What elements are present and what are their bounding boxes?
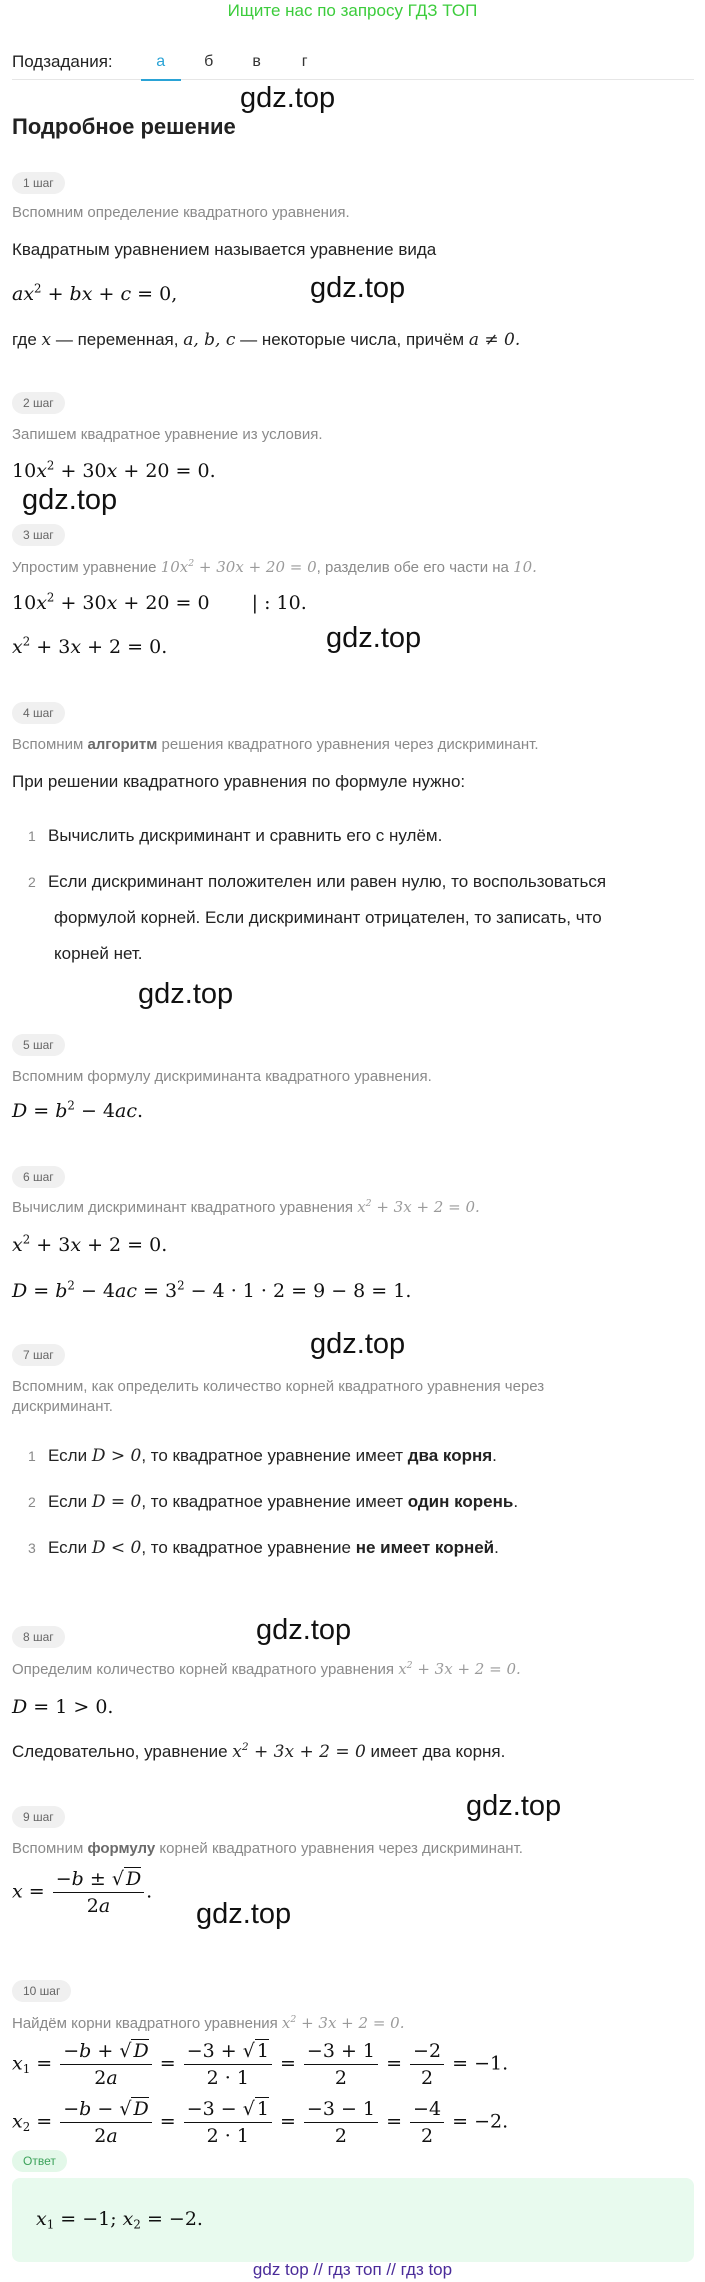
step-hint: Определим количество корней квадратного уравнения $x^2 + 3x + 2 = 0$. bbox=[12, 1659, 521, 1678]
step-hint: Вычислим дискриминант квадратного уравнения $x^2 + 3x + 2 = 0$. bbox=[12, 1197, 480, 1216]
step-hint: дискриминант. bbox=[12, 1398, 113, 1415]
watermark: gdz.top bbox=[196, 1898, 292, 1930]
step-hint: Упростим уравнение $10x^2 + 30x + 20 = 0$, разделив обе его части на 10. bbox=[12, 557, 537, 576]
watermark: gdz.top bbox=[466, 1790, 562, 1822]
step-hint: Вспомним, как определить количество корней квадратного уравнения через bbox=[12, 1378, 545, 1395]
step-badge: 2 шаг bbox=[12, 392, 65, 414]
step-badge: 6 шаг bbox=[12, 1166, 65, 1188]
tab-g[interactable]: г bbox=[301, 52, 308, 70]
answer-formula: $x_1 = -1$; $x_2 = -2$. bbox=[36, 2208, 203, 2232]
answer-badge: Ответ bbox=[12, 2150, 67, 2172]
tab-a[interactable]: а bbox=[137, 44, 185, 80]
watermark: gdz.top bbox=[310, 272, 406, 304]
step-badge: 9 шаг bbox=[12, 1806, 65, 1828]
watermark: gdz.top bbox=[240, 82, 336, 114]
step-badge: 4 шаг bbox=[12, 702, 65, 724]
formula: $D = b^2 - 4ac = 3^2 - 4 \cdot 1 \cdot 2 = 9 - 8 = 1$. bbox=[12, 1278, 412, 1302]
step-badge: 1 шаг bbox=[12, 172, 65, 194]
step-badge: 8 шаг bbox=[12, 1626, 65, 1648]
formula: x = $\frac{-b \pm √ D}{2a}$ . bbox=[12, 1868, 153, 1917]
watermark: gdz.top bbox=[138, 978, 234, 1010]
step-badge: 5 шаг bbox=[12, 1034, 65, 1056]
tab-v[interactable]: в bbox=[252, 52, 261, 70]
step-hint: Запишем квадратное уравнение из условия. bbox=[12, 426, 323, 443]
page-title: Подробное решение bbox=[12, 114, 236, 139]
formula: $x_1$ = $\frac{-b + √ D}{2a}$ = $\frac{-3 + √ 1}{2 \cdot 1}$ = $\frac{-3 + 1}{2}$ = $\frac{-2}{2}$ = −1. bbox=[12, 2040, 509, 2089]
step-badge: 10 шаг bbox=[12, 1980, 71, 2002]
watermark: gdz.top bbox=[326, 622, 422, 654]
step-text: где x — переменная, a, b, c — некоторые числа, причём a ≠ 0. bbox=[12, 330, 521, 350]
tab-b[interactable]: б bbox=[204, 52, 214, 70]
formula: $10x^2 + 30x + 20 = 0$. bbox=[12, 458, 216, 482]
formula: $x_2$ = $\frac{-b - √ D}{2a}$ = $\frac{-3 - √ 1}{2 \cdot 1}$ = $\frac{-3 - 1}{2}$ = $\frac{-4}{2}$ = −2. bbox=[12, 2098, 509, 2147]
formula: $D = b^2 - 4ac$. bbox=[12, 1098, 144, 1122]
formula: D = 1 > 0. bbox=[12, 1696, 114, 1718]
step-badge: 3 шаг bbox=[12, 524, 65, 546]
formula: $x^2 + 3x + 2 = 0$. bbox=[12, 634, 168, 658]
footer-links[interactable]: gdz top // гдз топ // гдз top bbox=[252, 2260, 453, 2279]
step-hint: Вспомним определение квадратного уравнения. bbox=[12, 204, 350, 221]
formula: $x^2 + 3x + 2 = 0$. bbox=[12, 1232, 168, 1256]
formula: $10x^2 + 30x + 20 = 0$ | : 10. bbox=[12, 590, 307, 614]
subtasks-label: Подзадания: bbox=[12, 51, 113, 71]
step-hint: Вспомним формулу корней квадратного уравнения через дискриминант. bbox=[12, 1840, 523, 1857]
step-hint: Найдём корни квадратного уравнения $x^2 + 3x + 2 = 0$. bbox=[12, 2013, 405, 2032]
step-text: При решении квадратного уравнения по формуле нужно: bbox=[12, 772, 466, 791]
watermark: gdz.top bbox=[310, 1328, 406, 1360]
watermark: gdz.top bbox=[22, 484, 118, 516]
watermark: gdz.top bbox=[256, 1614, 352, 1646]
step-hint: Вспомним алгоритм решения квадратного уравнения через дискриминант. bbox=[12, 736, 539, 753]
step-hint: Вспомним формулу дискриминанта квадратного уравнения. bbox=[12, 1068, 432, 1085]
subtasks-bar bbox=[12, 44, 694, 80]
formula: $ax^2$ + bx + c = 0, bbox=[12, 281, 178, 305]
step-text: Квадратным уравнением называется уравнение вида bbox=[12, 240, 437, 259]
step-text: Следовательно, уравнение $x^2 + 3x + 2 = 0$ имеет два корня. bbox=[12, 1741, 506, 1762]
answer-box bbox=[12, 2178, 694, 2262]
search-banner[interactable]: Ищите нас по запросу ГДЗ ТОП bbox=[227, 1, 478, 20]
step-badge: 7 шаг bbox=[12, 1344, 65, 1366]
